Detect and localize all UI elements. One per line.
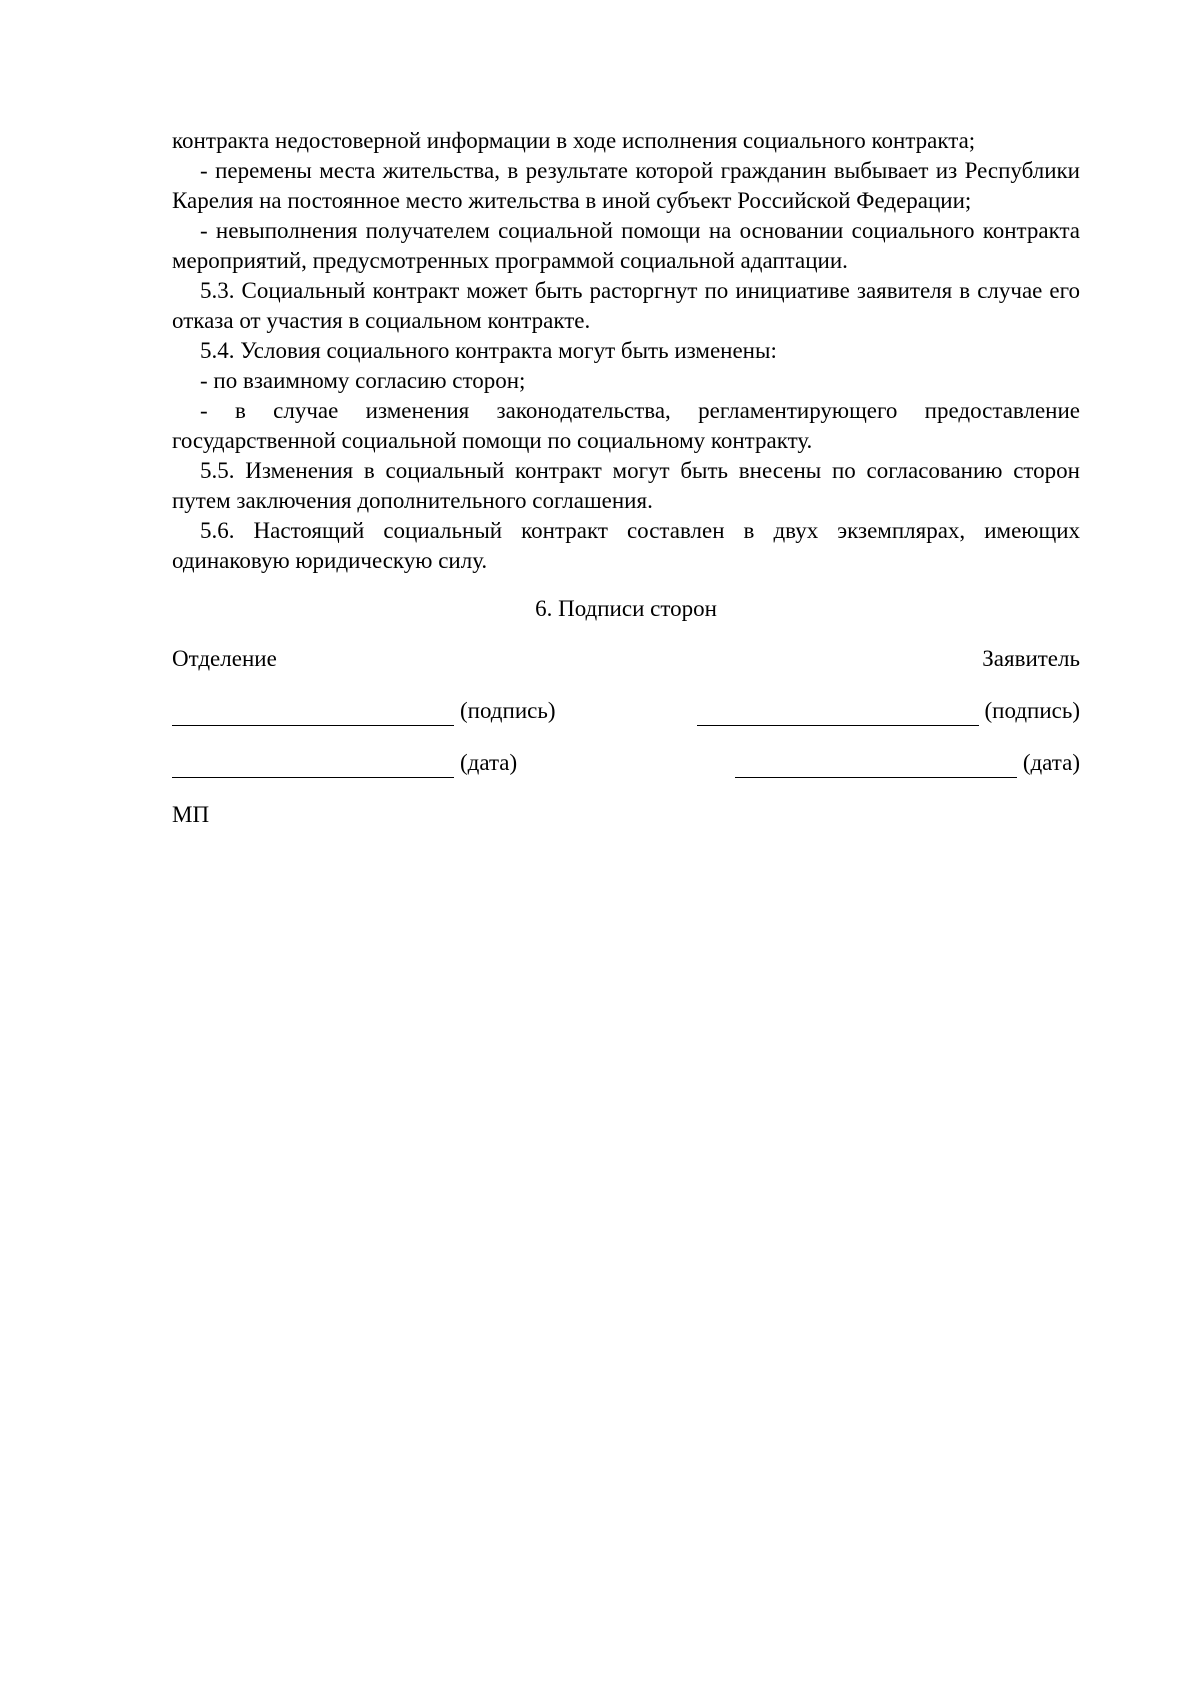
- paragraph-5-6: 5.6. Настоящий социальный контракт составлен в двух экземплярах, имеющих одинаковую юридическую силу.: [172, 518, 1080, 573]
- section-heading: 6. Подписи сторон: [535, 596, 717, 621]
- left-party-label: Отделение: [172, 646, 277, 671]
- left-signature-line: [172, 701, 454, 726]
- left-signature: [172, 696, 555, 726]
- parties-row: [172, 644, 1080, 674]
- left-signature-label: (подпись): [460, 698, 556, 723]
- right-date-line: [735, 753, 1017, 778]
- paragraph-continuation: контракта недостоверной информации в ходе исполнения социального контракта;: [172, 128, 976, 153]
- paragraph-residence-change: - перемены места жительства, в результате которой гражданин выбывает из Республики Карелия на постоянное место жительства в иной субъект Российской Федерации;: [172, 158, 1080, 213]
- right-signature: [697, 696, 1080, 726]
- paragraph-mutual-agreement: - по взаимному согласию сторон;: [200, 368, 526, 393]
- right-date-label: (дата): [1022, 750, 1080, 775]
- paragraph-5-3: 5.3. Социальный контракт может быть расторгнут по инициативе заявителя в случае его отказа от участия в социальном контракте.: [172, 278, 1080, 333]
- right-party-label: Заявитель: [982, 646, 1080, 671]
- left-date: [172, 748, 517, 778]
- stamp-placeholder: МП: [172, 802, 210, 827]
- paragraph-5-4: 5.4. Условия социального контракта могут быть изменены:: [200, 338, 777, 363]
- paragraph-non-fulfillment: - невыполнения получателем социальной помощи на основании социального контракта мероприятий, предусмотренных программой социальной адаптации.: [172, 218, 1080, 273]
- paragraph-5-5: 5.5. Изменения в социальный контракт могут быть внесены по согласованию сторон путем заключения дополнительного соглашения.: [172, 458, 1080, 513]
- right-signature-line: [697, 701, 979, 726]
- signature-row: [172, 696, 1080, 726]
- document-page: [172, 126, 1080, 830]
- date-row: [172, 748, 1080, 778]
- right-date: [735, 748, 1080, 778]
- left-date-line: [172, 753, 454, 778]
- left-date-label: (дата): [460, 750, 518, 775]
- right-signature-label: (подпись): [984, 698, 1080, 723]
- paragraph-law-change: - в случае изменения законодательства, регламентирующего предоставление государственной социальной помощи по социальному контракту.: [172, 398, 1080, 453]
